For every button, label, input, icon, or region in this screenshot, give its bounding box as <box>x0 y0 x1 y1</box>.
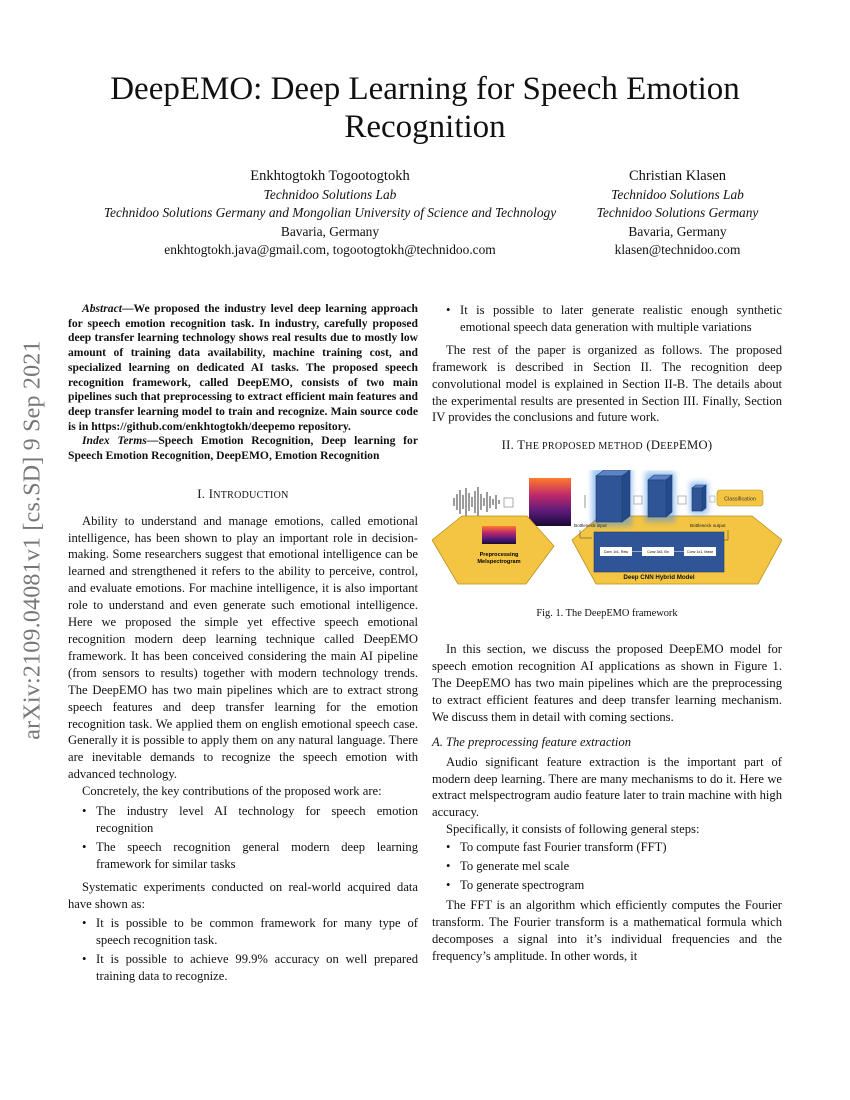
steps-list <box>432 839 782 894</box>
list-item: • It is possible to later generate realistic enough synthetic emotional speech data generation with multiple variations <box>432 302 782 336</box>
arrow-box-icon <box>504 498 513 507</box>
index-terms-text: —Speech Emotion Recognition, Deep learning for Speech Emotion Recognition, DeepEMO, Emotion Recognition <box>68 434 418 463</box>
list-item: • The industry level AI technology for speech emotion recognition <box>68 803 418 837</box>
figure-caption: Fig. 1. The DeepEMO framework <box>536 608 678 620</box>
mel-spectrogram-thumb <box>482 526 516 544</box>
subsection-heading-preprocessing: A. The preprocessing feature extraction <box>432 734 632 749</box>
list-item: • It is possible to achieve 99.9% accuracy on well prepared training data to recognize. <box>68 951 418 985</box>
author-affiliation-2: Technidoo Solutions Germany <box>596 205 759 220</box>
intro-paragraph-1: Ability to understand and manage emotions, called emotional intelligence, has been shown to play an important role in decision-making. Some researchers suggest that emotional intelligence can be learned and strengthened it refers to the ability to perceive, control, and evaluate emotions. For machine intelligence, it is also important role to understand and even generate such emotional intelligence. Here we proposed the simple yet effective speech emotional recognition modern deep learning technique called DeepEMO framework. It has been conceived considering the main AI pipeline (from sensors to results) together with modern technology trends. The DeepEMO has two main pipelines which are to extract strong speech features and deep transfer learning for the emotion recognition task. We applied them on english emotional speech case. Generally it is possible to apply them on any natural language. There are inevitable demands to recognize the speech emotion with advanced technology. <box>68 513 418 782</box>
bottleneck-input-label: Bottleneck input <box>574 523 607 529</box>
melspectrogram-label: Melspectrogram <box>477 559 521 566</box>
arrow-box-icon <box>678 496 686 504</box>
author-block-2 <box>580 167 775 260</box>
method-paragraph: In this section, we discuss the proposed DeepEMO model for speech emotion recognition AI applications as shown in Figure 1. The DeepEMO has two main pipelines which are the preprocessing to extract efficient features and deep transfer learning mechanism. We discuss them in detail with coming sections. <box>432 642 782 724</box>
author-block-1 <box>80 167 580 260</box>
waveform-icon <box>454 487 499 517</box>
bottleneck-output-label: Bottleneck output <box>690 523 726 529</box>
arxiv-identifier <box>12 305 54 775</box>
abstract-text: —We proposed the industry level deep learning approach for speech emotion recognition task. In industry, carefully proposed deep transfer learning technology shows real results due to mostly low amount of training data availability, machine training cost, and specialized learning on dedicated AI tasks. The proposed speech recognition framework, called DeepEMO, consists of two main pipelines such that preprocessing to extract efficient main features and deep transfer learning model to train and recognize. Main source code is in https://github.com/enkhtogtokh/deepemo repository. <box>68 302 418 433</box>
author-affiliation: Technidoo Solutions Lab <box>263 186 397 202</box>
index-terms <box>68 434 418 463</box>
cnn-block-2 <box>645 472 675 522</box>
contributions-list <box>68 803 418 873</box>
conv-layer-3-label: Conv 1x1, linear <box>687 550 713 555</box>
results-list-continued <box>432 302 782 336</box>
conv-layer-2-label: Conv 3x3, Bn <box>647 550 669 555</box>
author-location: Bavaria, Germany <box>628 223 727 239</box>
list-item: • The speech recognition general modern deep learning framework for similar tasks <box>68 839 418 873</box>
author-email: klasen@technidoo.com <box>614 242 741 257</box>
preprocessing-paragraph-3: The FFT is an algorithm which efficiently computes the Fourier transform. The Fourier transform is a mathematical formula which decomposes a signal into it’s individual frequencies and the frequency’s amplitude. In other words, it <box>432 897 782 963</box>
list-item: • To compute fast Fourier transform (FFT) <box>432 839 782 856</box>
list-item: • It is possible to be common framework for many type of speech recognition task. <box>68 915 418 949</box>
cnn-hybrid-model-label: Deep CNN Hybrid Model <box>623 574 695 582</box>
cnn-block-1 <box>592 470 632 526</box>
list-item: • To generate spectrogram <box>432 877 782 894</box>
results-list <box>68 915 418 985</box>
list-item: • To generate mel scale <box>432 858 782 875</box>
cnn-block-3 <box>690 482 708 514</box>
right-column <box>432 302 782 964</box>
left-column <box>68 302 418 991</box>
preprocessing-label: Preprocessing <box>479 552 519 559</box>
author-affiliation-2: Technidoo Solutions Germany and Mongolian University of Science and Technology <box>103 205 557 220</box>
intro-paragraph-2: Concretely, the key contributions of the proposed work are: <box>82 784 382 799</box>
organization-paragraph: The rest of the paper is organized as follows. The proposed framework is described in Section II. The recognition deep convolutional model is explained in Section II-B. The details about the experimental results are presented in Section III. Finally, Section IV provides the conclusions and future work. <box>432 342 782 425</box>
preprocessing-paragraph-1: Audio significant feature extraction is the important part of modern deep learning. There are many mechanisms to do it. Here we extract melspectrogram audio feature later to train machine with high accuracy. <box>432 754 782 820</box>
abstract-label: Abstract <box>82 302 122 315</box>
conv-layer-1-label: Conv 1x1, Relu <box>603 550 629 555</box>
section-heading-introduction: I. INTRODUCTION <box>197 486 289 501</box>
deepemo-framework-figure <box>432 470 782 600</box>
classification-label: Classification <box>724 496 756 503</box>
arrow-box-icon <box>634 496 642 504</box>
paper-title: DeepEMO: Deep Learning for Speech Emotion Recognition <box>110 71 740 145</box>
intro-paragraph-3: Systematic experiments conducted on real-world acquired data have shown as: <box>68 879 418 911</box>
section-heading-method: II. THE PROPOSED METHOD (DEEPEMO) <box>501 438 713 453</box>
preprocessing-paragraph-2: Specifically, it consists of following general steps: <box>446 822 700 837</box>
arxiv-id-text: arXiv:2109.04081v1 [cs.SD] 9 Sep 2021 <box>19 340 46 740</box>
author-affiliation: Technidoo Solutions Lab <box>611 186 744 202</box>
spectrogram-image <box>529 478 571 526</box>
author-name: Enkhtogtokh Togootogtokh <box>250 168 410 184</box>
arrow-box-icon <box>710 496 715 502</box>
author-location: Bavaria, Germany <box>280 223 380 239</box>
author-email: enkhtogtokh.java@gmail.com, togootogtokh@technidoo.com <box>164 242 496 257</box>
index-terms-label: Index Terms <box>82 434 147 448</box>
author-name: Christian Klasen <box>628 168 727 184</box>
abstract <box>68 302 418 434</box>
